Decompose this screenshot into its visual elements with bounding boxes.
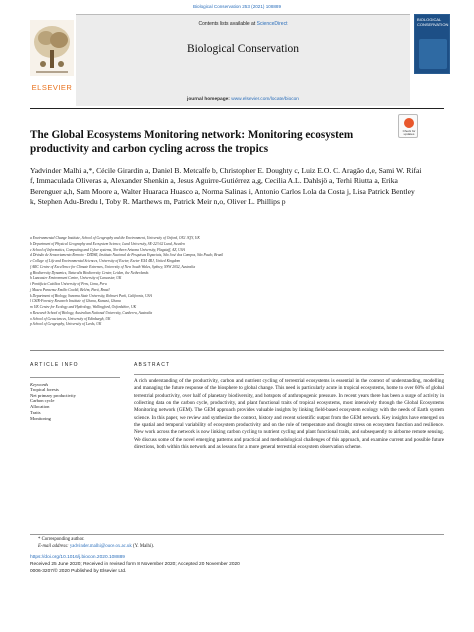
affiliation-list	[30, 236, 430, 328]
elsevier-tree-icon	[30, 20, 74, 76]
article-info-divider	[30, 377, 120, 378]
contents-line	[76, 21, 410, 27]
affiliation-item: i Pontificia Católica University of Peru, Lima, Peru	[30, 282, 107, 286]
journal-header	[30, 14, 450, 106]
homepage-prefix: journal homepage:	[187, 97, 232, 102]
journal-homepage-line	[76, 97, 410, 102]
journal-header-box	[76, 14, 410, 106]
cover-art	[419, 39, 447, 69]
keyword-item: Monitoring	[30, 415, 51, 421]
email-note	[38, 544, 154, 549]
check-updates-label: Check for updates	[402, 129, 416, 137]
affiliation-item: o School of Geosciences, University of Edinburgh, UK	[30, 316, 111, 321]
footnote-divider	[30, 534, 444, 535]
affiliation-item: f ARC Centre of Excellence for Climate Extremes, University of New South Wales, Sydney, NSW 2052, Australia	[30, 264, 196, 269]
contents-prefix: Contents lists available at	[198, 21, 257, 27]
affiliation-item: g Biodiversity Dynamics, Naturalis Biodiversity Center, Leiden, the Netherlands	[30, 270, 149, 275]
journal-reference[interactable]: Biological Conservation 253 (2021) 108889	[192, 4, 282, 9]
keyword-item: Carbon cycle	[30, 398, 55, 404]
section-divider	[30, 350, 444, 351]
article-info-heading: ARTICLE INFO	[30, 362, 79, 368]
keyword-item: Allocation	[30, 404, 50, 410]
abstract-text: A rich understanding of the productivity, carbon and nutrient cycling of terrestrial ecosystems is essential in the context of understanding, modelling and managing the future response of the biosphere to global change. This need is particularly acute in tropical ecosystems, home to over 60% of global terrestrial productivity, over half of planetary biodiversity, and hotspots of anthropogenic pressure. In recent years there has been a surge of activity in collecting data on the carbon cycle, productivity, and plant functional traits of tropical ecosystems, most intensively through the Global Ecosystems Monitoring network (GEM). The GEM approach provides valuable insights by linking field-based ecosystem ecology with the needs of Earth system science. In this paper, we review and synthesize the context, history and recent scientific output from the GEM network. Key insights have emerged on the spatial and temporal variability of ecosystem productivity and on the role of temperature and drought stress on ecosystem function and resilience. New work across the network is now linking carbon cycling to nutrient cycling and plant functional traits, and subsequently to airborne remote sensing. We discuss some of the novel emerging patterns and practical and methodological challenges of this approach, and examine current and possible future directions, both within this network and as lessons for a more general terrestrial ecosystem observation scheme.	[134, 374, 444, 451]
email-label: E-mail address:	[38, 544, 69, 549]
affiliation-item: c School of Informatics, Computing and Cyber systems, Northern Arizona University, Flagstaff, AZ, USA	[30, 247, 185, 252]
affiliation-item: n Research School of Biology, Australian National University, Canberra, Australia	[30, 310, 153, 315]
keywords-heading: Keywords	[30, 382, 49, 387]
article-info-section	[30, 362, 120, 421]
abstract-section	[134, 362, 444, 451]
affiliation-item: p School of Geography, University of Leeds, UK	[30, 322, 102, 327]
check-updates-icon	[404, 118, 414, 128]
cover-title: BIOLOGICAL CONSERVATION	[417, 17, 449, 27]
corresponding-author-note: * Corresponding author.	[38, 537, 85, 542]
affiliation-item: b Department of Physical Geography and Ecosystem Science, Lund University, SE-223 62 Lund, Sweden	[30, 241, 185, 246]
issn-copyright: 0006-3207/© 2020 Published by Elsevier Ltd.	[30, 569, 127, 574]
affiliation-item: h Lancaster Environment Centre, University of Lancaster, UK	[30, 276, 122, 281]
elsevier-wordmark: ELSEVIER	[31, 83, 73, 92]
abstract-heading: ABSTRACT	[134, 362, 171, 368]
affiliation-item: d Divisão de Sensoriamento Remoto - DIDSR, Instituto Nacional de Pesquisas Espaciais, São José dos Campos, São Paulo, Brazil	[30, 253, 224, 258]
author-email-link[interactable]: yadvinder.malhi@ouce.ox.ac.uk	[69, 544, 132, 549]
journal-homepage-link[interactable]: www.elsevier.com/locate/biocon	[231, 97, 299, 102]
keyword-item: Net primary productivity	[30, 392, 76, 398]
author-list[interactable]: Yadvinder Malhi a,*, Cécile Girardin a, Daniel B. Metcalfe b, Christopher E. Doughty c, Luiz E.O. C. Aragão d,e, Sami W. Rifai f, Immaculada Oliveras a, Alexander Shenkin a, Jesus Aguirre-Gutiérrez a,g, Cecilia A.L. Dahlsjö a, Terhi Riutta a, Erika Berenguer a,h, Sam Moore a, Walter Huaraca Huasco a, Norma Salinas i, Antonio Carlos Lola da Costa j, Lisa Patrick Bentley k, Stephen Adu-Bredu l, Toby R. Marthews m, Patrick Meir n,o, Oliver L. Phillips p	[30, 166, 422, 206]
check-for-updates-badge[interactable]	[398, 114, 418, 138]
article-title: The Global Ecosystems Monitoring network: Monitoring ecosystem productivity and carbon cycling across the tropics	[30, 129, 354, 155]
elsevier-logo[interactable]	[30, 20, 74, 94]
keyword-item: Tropical forests	[30, 387, 59, 392]
journal-cover-image[interactable]	[414, 14, 450, 74]
keyword-item: Traits	[30, 409, 41, 415]
sciencedirect-link[interactable]: ScienceDirect	[256, 21, 288, 27]
affiliation-item: m UK Centre for Ecology and Hydrology, Wallingford, Oxfordshire, UK	[30, 305, 137, 309]
header-divider	[30, 108, 444, 109]
email-suffix: (Y. Malhi).	[131, 544, 155, 549]
journal-title[interactable]: Biological Conservation	[186, 43, 300, 55]
affiliation-item: e College of Life and Environmental Sciences, University of Exeter, Exeter EX4 4RJ, United Kingdom	[30, 259, 181, 263]
affiliation-item: j Museu Paraense Emílio Goeldi, Belém, Pará, Brazil	[30, 287, 110, 292]
affiliation-item: a Environmental Change Institute, School of Geography and the Environment, University of Oxford, OX1 3QY, UK	[30, 236, 200, 240]
article-dates: Received 25 June 2020; Received in revised form 8 November 2020; Accepted 20 November 2020	[30, 562, 240, 567]
doi-link[interactable]: https://doi.org/10.1016/j.biocon.2020.108889	[30, 555, 125, 560]
affiliation-item: k Department of Biology, Sonoma State University, Rohnert Park, California, USA	[30, 293, 152, 298]
affiliation-item: l CSIR-Forestry Research Institute of Ghana, Kumasi, Ghana	[30, 299, 121, 304]
